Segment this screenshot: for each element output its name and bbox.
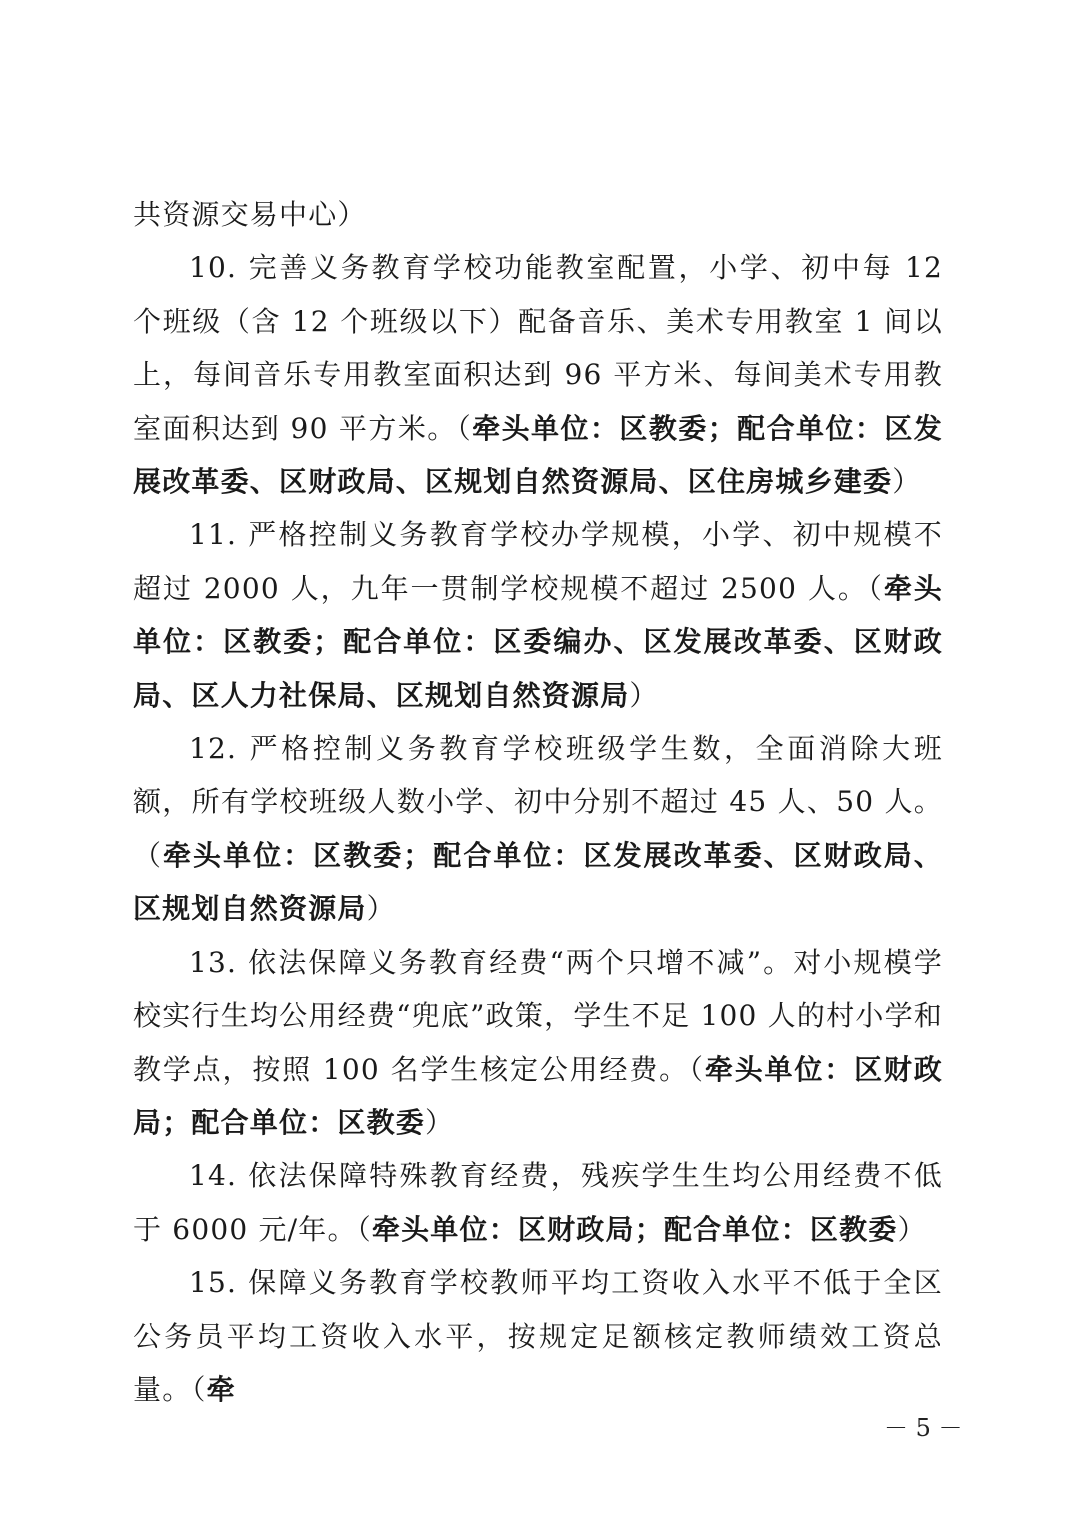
responsible-units: 牵头单位：区财政局；配合单位：区教委 (371, 1212, 898, 1246)
paragraph-item-13 (133, 936, 943, 1150)
paragraph-item-11 (133, 508, 943, 722)
responsible-units: 牵头单位：区教委；配合单位：区发展改革委、区财政局、区规划自然资源局 (133, 838, 943, 926)
responsible-units: 牵头单位：区财政局；配合单位：区教委 (133, 1052, 943, 1139)
paragraph-text: 11. 严格控制义务教育学校办学规模，小学、初中规模不超过 2000 人，九年一贯制学校规模不超过 2500 人。（ (133, 518, 943, 605)
paragraph-tail: ） (897, 1212, 927, 1246)
paragraph-text: 10. 完善义务教育学校功能教室配置，小学、初中每 12 个班级（含 12 个班级以下）配备音乐、美术专用教室 1 间以上，每间音乐专用教室面积达到 96 平方米、每间美术专用教室面积达到 90 平方米。（ (133, 251, 943, 445)
page-number: － 5 － (884, 1414, 963, 1442)
paragraph-tail: ） (425, 1105, 455, 1139)
paragraph-text: 13. 依法保障义务教育经费“两个只增不减”。对小规模学校实行生均公用经费“兜底”政策，学生不足 100 人的村小学和教学点，按照 100 名学生核定公用经费。（ (133, 945, 943, 1086)
paragraph-tail: ） (366, 892, 396, 926)
paragraph-item-15 (133, 1256, 943, 1416)
paragraph-text: 15. 保障义务教育学校教师平均工资收入水平不低于全区公务员平均工资收入水平，按规定足额核定教师绩效工资总量。（ (133, 1266, 943, 1406)
paragraph-text: 14. 依法保障特殊教育经费，残疾学生生均公用经费不低于 6000 元/年。（ (133, 1159, 943, 1246)
responsible-units: 牵 (206, 1372, 236, 1406)
paragraph-text: 12. 严格控制义务教育学校班级学生数，全面消除大班额，所有学校班级人数小学、初中分别不超过 45 人、50 人。（ (133, 732, 943, 872)
paragraph-continuation (133, 188, 943, 241)
responsible-units: 牵头单位：区教委；配合单位：区委编办、区发展改革委、区财政局、区人力社保局、区规划自然资源局 (133, 571, 943, 712)
paragraph-tail: ） (629, 678, 659, 712)
paragraph-item-14 (133, 1149, 943, 1256)
paragraph-item-10 (133, 241, 943, 508)
paragraph-item-12 (133, 722, 943, 936)
document-body (133, 188, 943, 1416)
paragraph-tail: ） (892, 465, 922, 499)
responsible-units: 牵头单位：区教委；配合单位：区发展改革委、区财政局、区规划自然资源局、区住房城乡建委 (133, 411, 944, 499)
paragraph-text: 共资源交易中心） (133, 198, 367, 231)
